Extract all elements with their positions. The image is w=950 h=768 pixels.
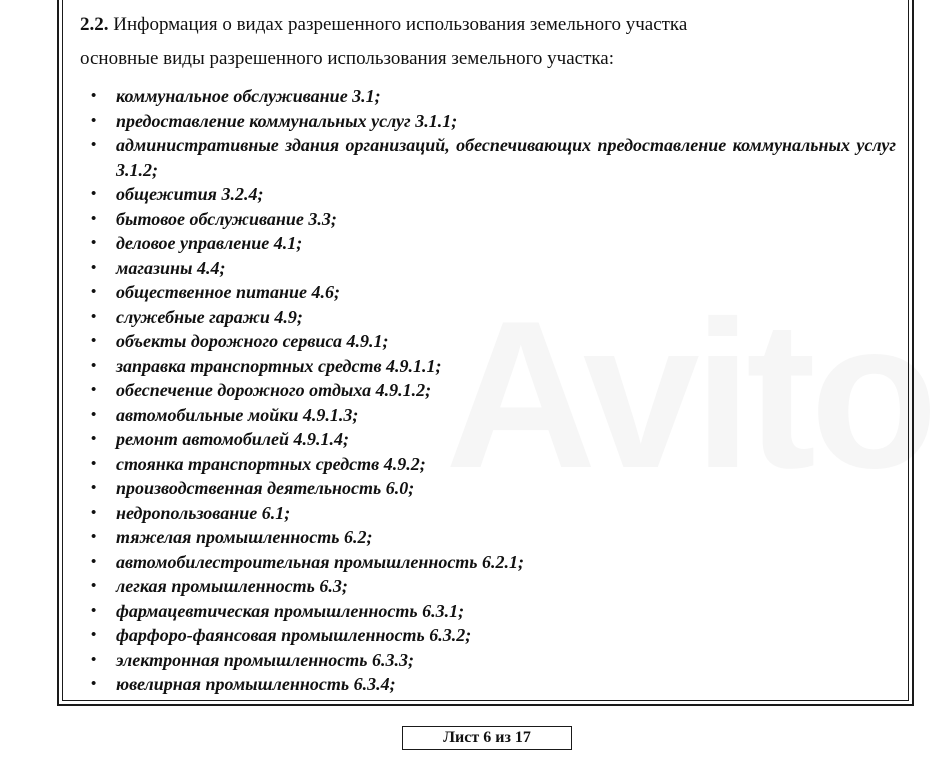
list-item xyxy=(80,207,896,232)
list-item xyxy=(80,378,896,403)
list-item-text: служебные гаражи 4.9; xyxy=(116,306,303,327)
bullet-icon: • xyxy=(91,137,97,153)
list-item xyxy=(80,648,896,673)
list-item-text: фарфоро-фаянсовая промышленность 6.3.2; xyxy=(116,625,472,645)
bullet-icon: • xyxy=(91,259,97,276)
list-item-text: бытовое обслуживание 3.3; xyxy=(116,208,337,229)
list-item-text: ювелирная промышленность 6.3.4; xyxy=(116,674,396,694)
list-item xyxy=(80,280,896,305)
list-item-text: деловое управление 4.1; xyxy=(116,233,303,253)
bullet-icon: • xyxy=(91,235,97,251)
list-item-text: производственная деятельность 6.0; xyxy=(116,478,415,498)
list-item xyxy=(80,256,896,281)
list-item xyxy=(80,501,896,526)
bullet-icon: • xyxy=(91,284,97,300)
list-item xyxy=(80,525,896,550)
list-item-text: автомобильные мойки 4.9.1.3; xyxy=(116,404,359,425)
permitted-uses-list xyxy=(80,84,896,697)
section-subtitle: основные виды разрешенного использования земельного участка: xyxy=(80,48,615,69)
section-title: Информация о видах разрешенного использования земельного участка xyxy=(113,14,688,35)
list-item xyxy=(80,574,896,599)
bullet-icon: • xyxy=(91,431,97,447)
page-number-box: Лист 6 из 17 xyxy=(402,726,572,750)
bullet-icon: • xyxy=(91,529,97,545)
list-item-text: автомобилестроительная промышленность 6.2.1; xyxy=(116,551,525,572)
bullet-icon: • xyxy=(91,627,97,643)
bullet-icon: • xyxy=(91,553,97,570)
list-item-text: фармацевтическая промышленность 6.3.1; xyxy=(116,600,465,621)
bullet-icon: • xyxy=(91,406,97,423)
bullet-icon: • xyxy=(91,602,97,619)
list-item-text: коммунальное обслуживание 3.1; xyxy=(116,86,381,106)
list-item-text: предоставление коммунальных услуг 3.1.1; xyxy=(116,110,458,131)
list-item xyxy=(80,354,896,379)
bullet-icon: • xyxy=(91,676,97,692)
list-item-text: тяжелая промышленность 6.2; xyxy=(116,527,373,547)
bullet-icon: • xyxy=(91,210,97,227)
bullet-icon: • xyxy=(91,88,97,104)
bullet-icon: • xyxy=(91,382,97,398)
list-item xyxy=(80,476,896,501)
list-item xyxy=(80,452,896,477)
bullet-icon: • xyxy=(91,578,97,594)
section-heading xyxy=(80,13,687,37)
list-item-text: ремонт автомобилей 4.9.1.4; xyxy=(116,429,350,449)
list-item xyxy=(80,427,896,452)
list-item-text: общежития 3.2.4; xyxy=(116,184,264,204)
list-item xyxy=(80,133,896,182)
list-item xyxy=(80,182,896,207)
list-item-text: магазины 4.4; xyxy=(116,257,226,278)
bullet-icon: • xyxy=(91,186,97,202)
list-item-text: общественное питание 4.6; xyxy=(116,282,341,302)
list-item-text: заправка транспортных средств 4.9.1.1; xyxy=(116,355,442,376)
bullet-icon: • xyxy=(91,455,97,472)
list-item-text: объекты дорожного сервиса 4.9.1; xyxy=(116,331,389,351)
bullet-icon: • xyxy=(91,333,97,349)
list-item xyxy=(80,329,896,354)
list-item xyxy=(80,305,896,330)
list-item-text: обеспечение дорожного отдыха 4.9.1.2; xyxy=(116,380,432,400)
list-item xyxy=(80,84,896,109)
section-number: 2.2. xyxy=(80,14,109,35)
bullet-icon: • xyxy=(91,357,97,374)
bullet-icon: • xyxy=(91,112,97,129)
list-item xyxy=(80,550,896,575)
bullet-icon: • xyxy=(91,480,97,496)
bullet-icon: • xyxy=(91,504,97,521)
list-item-text: электронная промышленность 6.3.3; xyxy=(116,649,414,670)
bullet-icon: • xyxy=(91,308,97,325)
list-item-text: административные здания организаций, обеспечивающих предоставление коммунальных услуг 3.1.2; xyxy=(116,135,896,180)
list-item xyxy=(80,403,896,428)
list-item-text: стоянка транспортных средств 4.9.2; xyxy=(116,453,426,474)
list-item xyxy=(80,623,896,648)
list-item-text: недропользование 6.1; xyxy=(116,502,291,523)
list-item xyxy=(80,231,896,256)
list-item xyxy=(80,109,896,134)
list-item xyxy=(80,672,896,697)
list-item xyxy=(80,599,896,624)
list-item-text: легкая промышленность 6.3; xyxy=(116,576,348,596)
bullet-icon: • xyxy=(91,651,97,668)
